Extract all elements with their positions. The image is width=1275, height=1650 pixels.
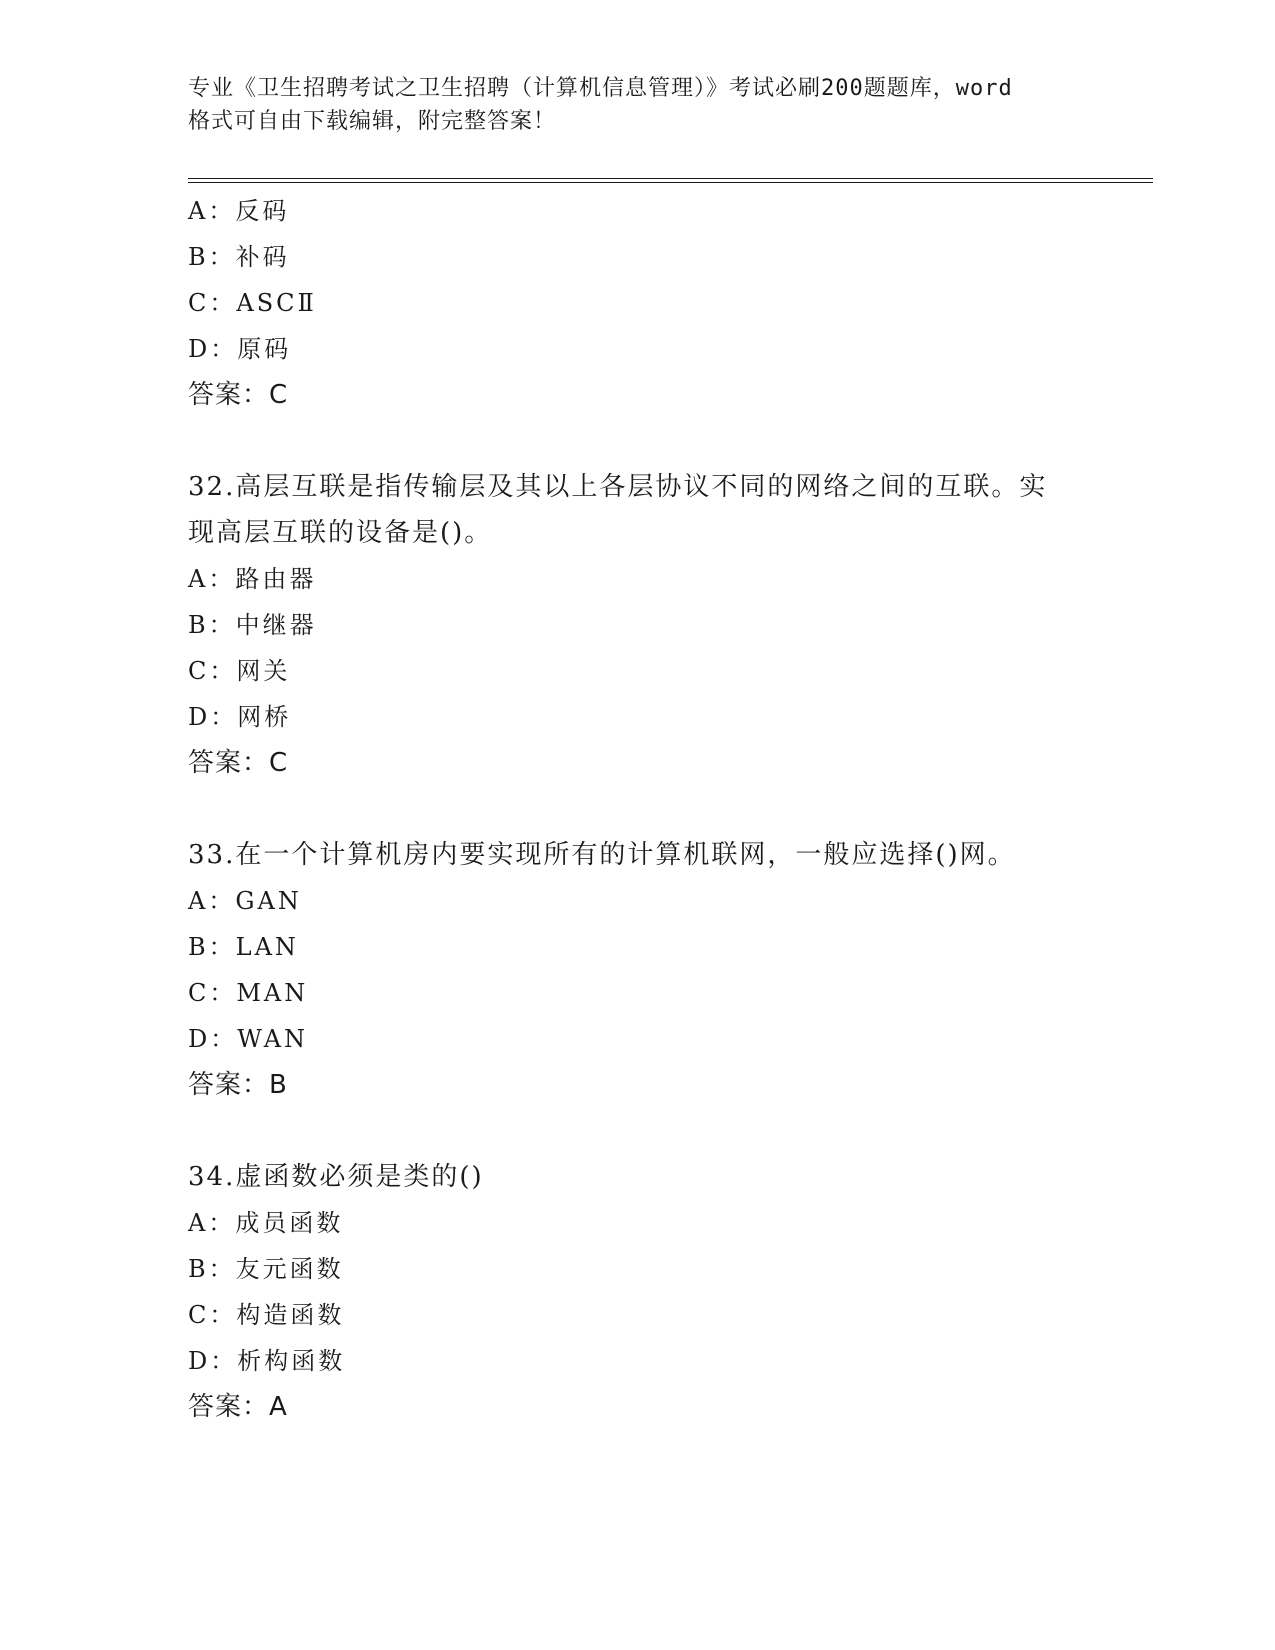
- option-c: C：MAN: [188, 979, 309, 1007]
- option-d: D：网桥: [188, 703, 292, 731]
- header-line-2: 格式可自由下载编辑，附完整答案！: [188, 109, 557, 134]
- option-b: B：LAN: [188, 933, 299, 961]
- question-text-line-1: 33.在一个计算机房内要实现所有的计算机联网，一般应选择()网。: [188, 840, 1016, 870]
- option-b: B：友元函数: [188, 1255, 344, 1283]
- option-b: B：补码: [188, 243, 290, 271]
- answer: 答案：C: [188, 748, 289, 778]
- document-header: [188, 72, 1088, 138]
- option-d: D：析构函数: [188, 1347, 346, 1375]
- question-32: [188, 464, 1088, 786]
- option-d: D：WAN: [188, 1025, 309, 1053]
- header-line-1: 专业《卫生招聘考试之卫生招聘（计算机信息管理）》考试必刷200题题库，word: [188, 76, 1013, 101]
- option-a: A：反码: [188, 197, 290, 225]
- question-31: [188, 188, 1088, 418]
- question-text-line-1: 32.高层互联是指传输层及其以上各层协议不同的网络之间的互联。实: [188, 472, 1048, 502]
- header-divider-top: [188, 178, 1153, 179]
- header-divider-bottom: [188, 182, 1153, 183]
- option-b: B：中继器: [188, 611, 317, 639]
- question-33: [188, 832, 1088, 1108]
- option-a: A：GAN: [188, 887, 302, 915]
- question-text-line-1: 34.虚函数必须是类的(): [188, 1162, 484, 1192]
- option-a: A：成员函数: [188, 1209, 344, 1237]
- question-34: [188, 1154, 1088, 1430]
- answer: 答案：C: [188, 380, 289, 410]
- option-c: C：网关: [188, 657, 291, 685]
- option-c: C：ASCⅡ: [188, 289, 317, 317]
- question-text-line-2: 现高层互联的设备是()。: [188, 518, 493, 548]
- question-list: [188, 188, 1088, 1430]
- option-a: A：路由器: [188, 565, 317, 593]
- answer: 答案：B: [188, 1070, 288, 1100]
- option-d: D：原码: [188, 335, 292, 363]
- answer: 答案：A: [188, 1392, 288, 1422]
- option-c: C：构造函数: [188, 1301, 345, 1329]
